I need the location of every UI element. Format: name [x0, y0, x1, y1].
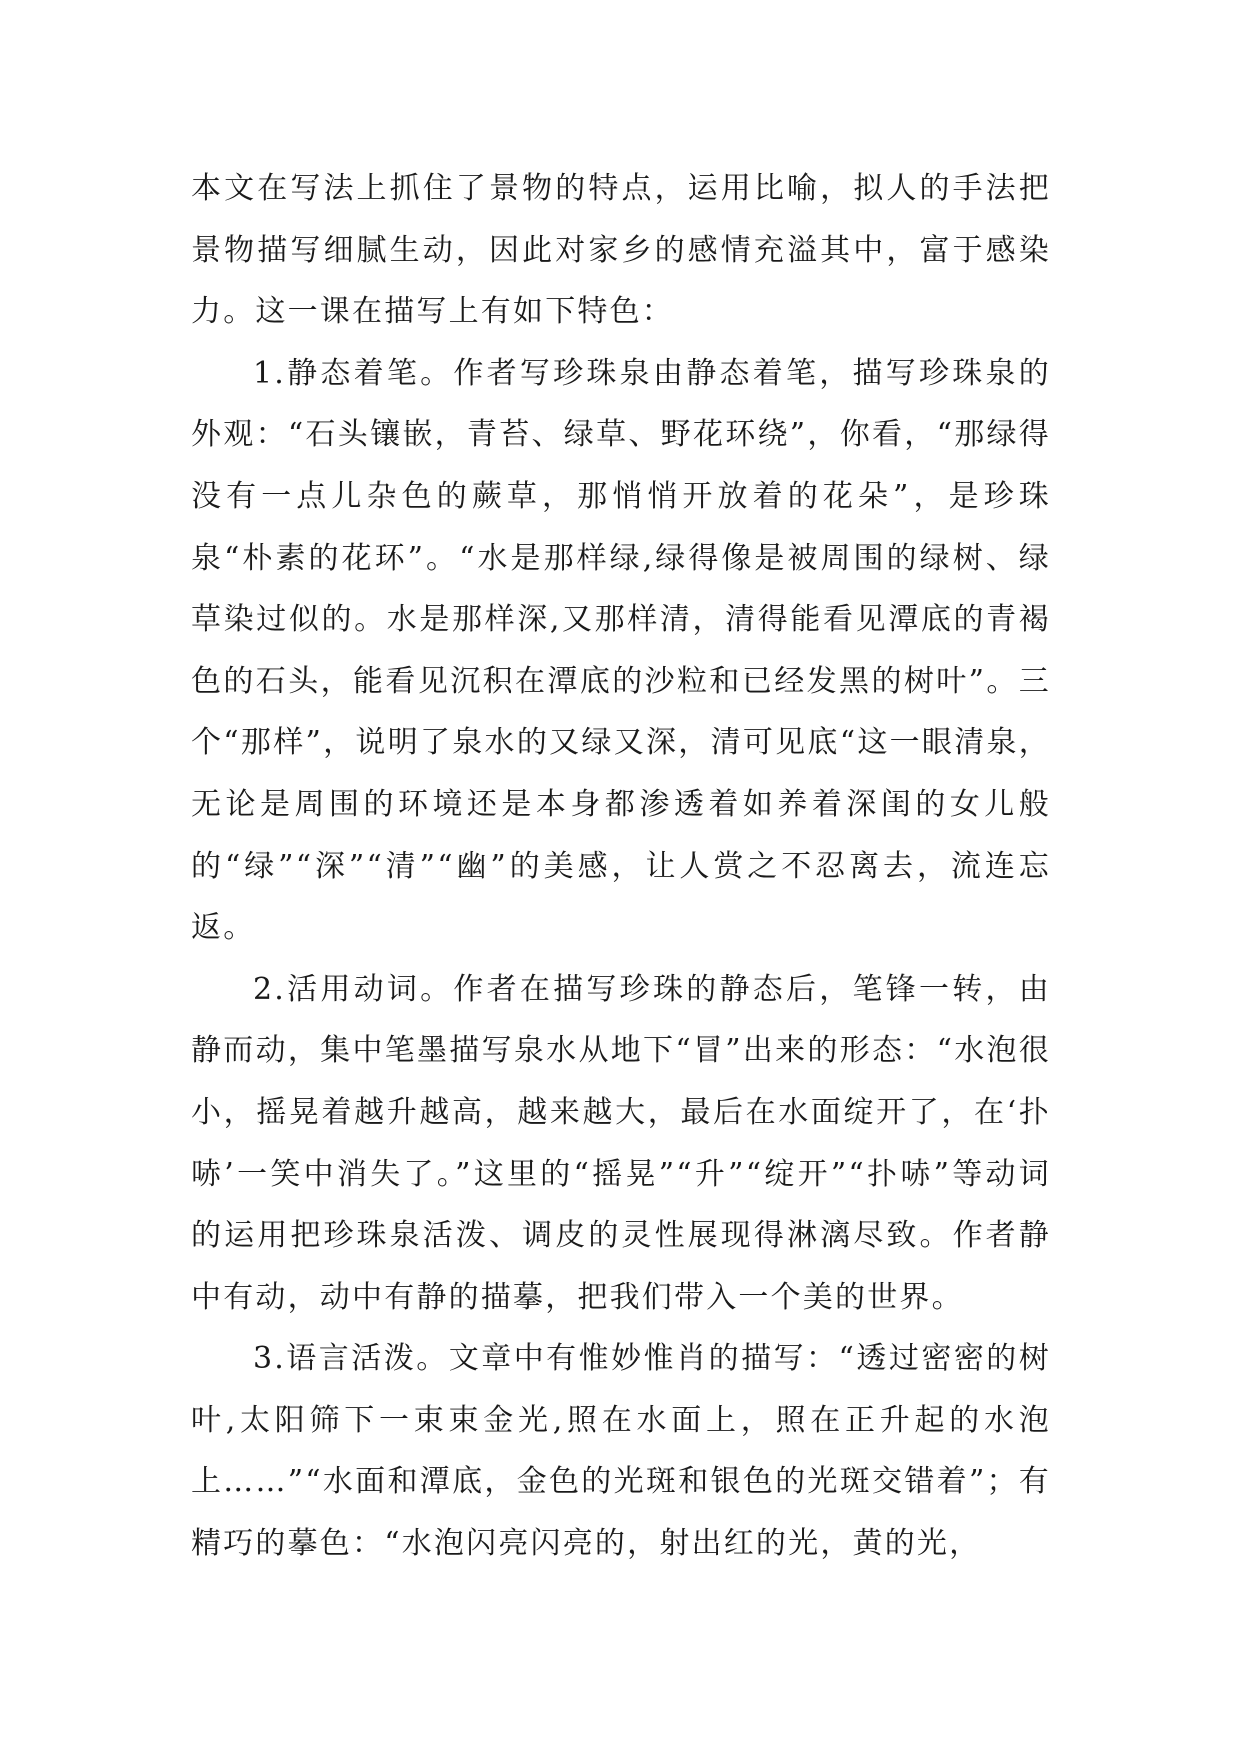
document-body — [191, 158, 1051, 1575]
paragraph-point-2: 2.活用动词。作者在描写珍珠的静态后，笔锋一转，由静而动，集中笔墨描写泉水从地下“冒”出来的形态：“水泡很小，摇晃着越升越高，越来越大，最后在水面绽开了，在‘扑哧’一笑中消失了。”这里的“摇晃”“升”“绽开”“扑哧”等动词的运用把珍珠泉活泼、调皮的灵性展现得淋漓尽致。作者静中有动，动中有静的描摹，把我们带入一个美的世界。 — [191, 971, 1051, 1315]
paragraph-point-1: 1.静态着笔。作者写珍珠泉由静态着笔，描写珍珠泉的外观：“石头镶嵌，青苔、绿草、野花环绕”，你看，“那绿得没有一点儿杂色的蕨草，那悄悄开放着的花朵”，是珍珠泉“朴素的花环”。“水是那样绿,绿得像是被周围的绿树、绿草染过似的。水是那样深,又那样清，清得能看见潭底的青褐色的石头，能看见沉积在潭底的沙粒和已经发黑的树叶”。三个“那样”，说明了泉水的又绿又深，清可见底“这一眼清泉，无论是周围的环境还是本身都渗透着如养着深闺的女儿般的“绿”“深”“清”“幽”的美感，让人赏之不忍离去，流连忘返。 — [191, 355, 1051, 946]
paragraph-intro: 本文在写法上抓住了景物的特点，运用比喻，拟人的手法把景物描写细腻生动，因此对家乡的感情充溢其中，富于感染力。这一课在描写上有如下特色： — [191, 171, 1051, 330]
paragraph-point-3: 3.语言活泼。文章中有惟妙惟肖的描写：“透过密密的树叶,太阳筛下一束束金光,照在水面上，照在正升起的水泡上……”“水面和潭底，金色的光斑和银色的光斑交错着”；有精巧的摹色：“水泡闪亮闪亮的，射出红的光，黄的光， — [191, 1341, 1051, 1562]
